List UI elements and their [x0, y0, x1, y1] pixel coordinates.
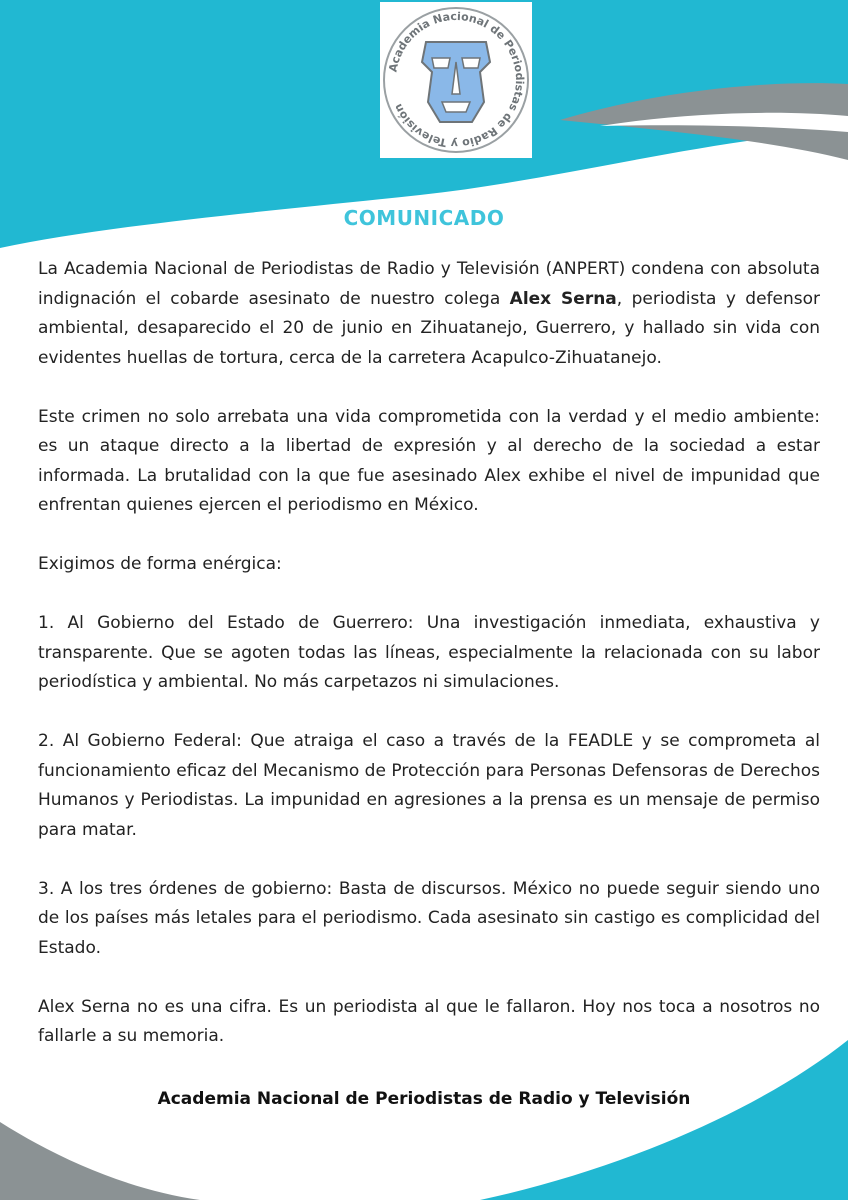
paragraph-closing: Alex Serna no es una cifra. Es un periodista al que le fallaron. Hoy nos toca a nosotros no fallarle a su memoria.: [38, 996, 820, 1046]
statement-body: [38, 255, 820, 1081]
paragraph-intro: La Academia Nacional de Periodistas de Radio y Televisión (ANPERT) condena con absoluta indignación el cobarde asesinato de nuestro colega Alex Serna, periodista y defensor ambiental, desaparecido el 20 de junio en Zihuatanejo, Guerrero, y hallado sin vida con evidentes huellas de tortura, cerca de la carretera Acapulco-Zihuatanejo.: [38, 259, 821, 368]
paragraph-demands-intro: Exigimos de forma enérgica:: [38, 554, 282, 574]
signature: Academia Nacional de Periodistas de Radio y Televisión: [157, 1089, 691, 1109]
paragraph-demand-1: 1. Al Gobierno del Estado de Guerrero: Una investigación inmediata, exhaustiva y transparente. Que se agoten todas las líneas, especialmente la relacionada con su labor periodística y ambiental. No más carpetazos ni simulaciones.: [38, 613, 820, 692]
journalist-name: Alex Serna: [509, 288, 617, 309]
svg-text:Academia Nacional de Periodist: Academia Nacional de Periodistas de Radio y Televisión: [386, 9, 527, 151]
document-heading: COMUNICADO: [343, 206, 505, 230]
anpert-logo: [380, 2, 532, 158]
paragraph-crime: Este crimen no solo arrebata una vida comprometida con la verdad y el medio ambiente: es un ataque directo a la libertad de expresión y al derecho de la sociedad a estar informada. La brutalidad con la que fue asesinado Alex exhibe el nivel de impunidad que enfrentan quienes ejercen el periodismo en México.: [38, 406, 820, 515]
paragraph-demand-2: 2. Al Gobierno Federal: Que atraiga el caso a través de la FEADLE y se comprometa al funcionamiento eficaz del Mecanismo de Protección para Personas Defensoras de Derechos Humanos y Periodistas. La impunidad en agresiones a la prensa es un mensaje de permiso para matar.: [38, 731, 820, 840]
paragraph-demand-3: 3. A los tres órdenes de gobierno: Basta de discursos. México no puede seguir siendo uno de los países más letales para el periodismo. Cada asesinato sin castigo es complicidad del Estado.: [38, 878, 820, 958]
